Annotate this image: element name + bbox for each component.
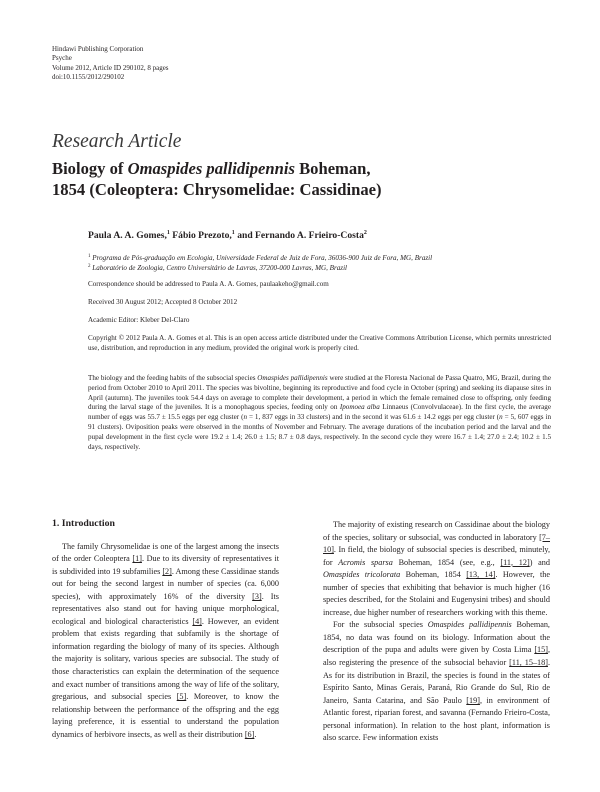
body-text: Boheman, 1854 [400,570,467,580]
body-text: , also registering the presence of the subsocial behavior [323,645,550,668]
affil-text: Programa de Pós-graduação em Ecologia, Universidade Federal de Juiz de Fora, 36036-900 Juiz de Fora, MG, Brazil [92,254,433,262]
abstract-italic: n [243,413,248,422]
body-text: The majority of existing research on Cassidinae about the biology of the species, solitary or subsocial, was conducted in laboratory [323,520,550,542]
citation-link[interactable]: [11, 15–18] [509,658,548,668]
affil-mark: 1 [88,254,91,259]
author-name: Fábio Prezoto, [169,230,232,241]
title-part: Biology of [52,159,128,178]
journal-name: Psyche [52,54,72,63]
volume-info: Volume 2012, Article ID 290102, 8 pages [52,63,169,72]
abstract-text: The biology and the feeding habits of the subsocial species [88,374,258,382]
species-name: Omaspides tricolorata [323,570,401,580]
body-text: . Due to its diversity of representatives it is subdivided into 19 subfamilies [52,554,279,576]
copyright: Copyright © 2012 Paula A. A. Gomes et al. This is an open access article distributed under the Creative Commons Attribution License, which permits unrestricted use, distribution, and reproduction in any medium, provided the original work is properly cited. [88,334,551,352]
intro-paragraph-1 [52,541,279,742]
received-date: Received 30 August 2012; Accepted 8 October 2012 [88,298,238,306]
intro-paragraph-2 [323,519,550,619]
article-type: Research Article [52,131,182,152]
citation-link[interactable]: [3] [252,591,262,601]
body-text: For the subsocial species [333,620,428,630]
doi: doi:10.1155/2012/290102 [52,73,125,82]
citation-link[interactable]: [19] [466,695,480,705]
citation-link[interactable]: [1] [132,554,142,564]
intro-paragraph-3 [323,619,550,744]
citation-link[interactable]: [13, 14] [466,570,496,580]
correspondence: Correspondence should be addressed to Paula A. A. Gomes, paulaakeho@gmail.com [88,280,329,288]
citation-link[interactable]: [4] [192,616,202,626]
citation-link[interactable]: [6] [244,729,255,739]
affil-text: Laboratório de Zoologia, Centro Universitário de Lavras, 37200-000 Lavras, MG, Brazil [92,264,348,272]
body-text: The family Chrysomelidae is one of the largest among the insects of the order Coleoptera [52,541,279,564]
body-text: ) and [529,557,550,567]
citation-link[interactable]: [11, 12] [500,557,530,567]
body-text: . [254,729,257,739]
body-text: Boheman, 1854, no data was found on its biology. Information about the description of the pupa and adults were given by Costa Lima [323,620,550,655]
affiliation-2 [88,262,551,274]
body-text: . In field, the biology of subsocial species is described, minutely, for [323,545,550,567]
abstract-text: Linnaeus (Convolvulaceae). In the first cycle, the average number of eggs was 55.7 ± 15.5 eggs per egg cluster ( [88,403,551,422]
body-text: . However, the number of species that exhibiting that behavior is much higher (16 species described, for the Stolaini and Eugenysini tribes) and should increase, due higher number of researchers working with this theme. [323,570,551,617]
author-name: and Fernando A. Frieiro-Costa [234,230,364,241]
abstract-text: were studied at the Floresta Nacional de Passa Quatro, MG, Brazil, during the period from October 2010 to April 2011. The species was bivoltine, beginning its reproductive and food cycle in October (spring) and seeking its diapause sites in April (autumn). The juveniles took 54.4 days on average to complete their development, a period in which the female remained close to offspring, only feeding during the larval stage of the juveniles. It is a monophagous species, feeding only on [88,374,551,412]
title-line-2: 1854 (Coleoptera: Chrysomelidae: Cassidinae) [52,180,382,199]
species-name: Omaspides pallidipennis [427,620,512,630]
citation-link[interactable]: [7–10] [323,532,550,555]
right-column [323,519,550,745]
body-text: . However, an evident problem that exists regarding that subfamily is the shortage of information regarding the biology of many of its species. Although the majority is solitary, various species are subsocial. The study of those characteristics can explain the determination of the sequence and exact number of transitions among the way of life of the solitary, gregarious, and subsocial species [52,616,279,702]
citation-link[interactable]: [2] [162,566,172,576]
abstract-italic: Ipomoea alba [339,403,380,412]
author-list [88,230,367,241]
abstract [88,374,551,452]
abstract-text: = 5, 607 eggs in 91 clusters). Oviposition peaks were observed in the months of November and February. The average durations of the incubation period and the larval and the pupal development in the first cycle were 19.2 ± 1.4; 26.0 ± 1.5; 8.7 ± 0.8 days, respectively. In the second cycle they wrere 16.7 ± 1.4; 27.0 ± 2.4; 10.2 ± 1.5 days, respectively. [88,413,551,451]
title-part: Boheman, [294,159,371,178]
author-affil-mark: 1 [166,230,170,236]
author-affil-mark: 1 [231,230,235,236]
academic-editor: Academic Editor: Kleber Del-Claro [88,316,190,324]
journal-header [52,45,169,83]
body-text: , in environment of Atlantic forest, riparian forest, and savanna (Fernando Frieiro-Costa, personal information). In relation to the host plant, information is also scarce. Few information exists [323,695,550,743]
article-title [52,158,382,200]
title-species: Omaspides pallidipennis [127,159,295,178]
body-text: . Among these Cassidinae stands out for being the second largest in number of species (ca. 6,000 species), with approximately 16% of the diversity [52,566,279,601]
body-text: . Its representatives also stand out for having unique morphological, ecological and biological characteristics [52,591,279,626]
author-affil-mark: 2 [363,230,367,236]
citation-link[interactable]: [5] [176,692,187,702]
left-column [52,518,279,741]
section-heading: 1. Introduction [52,518,115,529]
affil-mark: 2 [88,264,91,269]
author-name: Paula A. A. Gomes, [88,230,167,241]
abstract-italic: n [499,413,503,422]
species-name: Acromis sparsa [338,557,393,567]
publisher: Hindawi Publishing Corporation [52,45,144,53]
body-text: . As for its distribution in Brazil, the species is found in the states of Espírito Santo, Minas Gerais, Paraná, Rio Grande do Sul, Rio de Janeiro, Santa Catarina, and São Paulo [323,658,550,705]
citation-link[interactable]: [15] [534,645,548,655]
abstract-italic: Omaspides pallidipennis [257,374,328,382]
abstract-text: = 1, 837 eggs in 33 clusters) and in the second it was 61.6 ± 14.2 eggs per egg cluster ( [247,413,500,422]
body-text: . Moreover, to know the relationship between the performance of the offspring and the egg laying preference, it is essential to understand the population dynamics of herbivore insects, as well as their distribution [52,692,279,739]
body-text: Boheman, 1854 (see, e.g., [392,557,501,567]
